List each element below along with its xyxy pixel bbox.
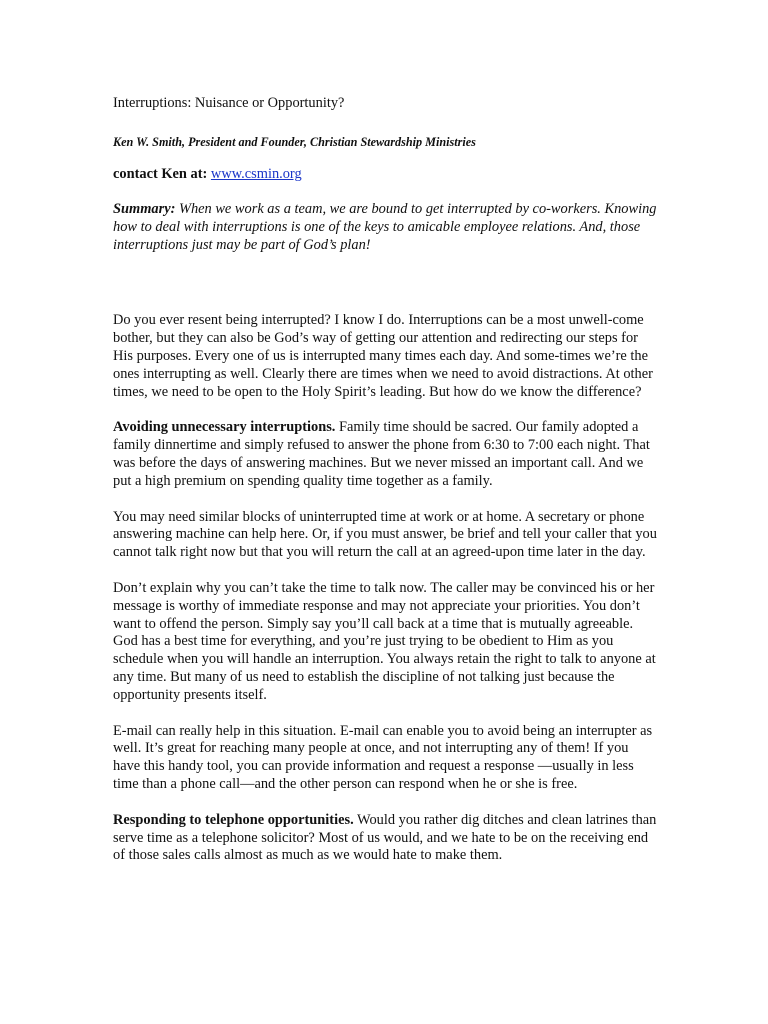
- author-byline: Ken W. Smith, President and Founder, Christian Stewardship Ministries: [113, 135, 476, 149]
- summary-lead: Summary:: [113, 201, 176, 217]
- contact-line: [113, 165, 658, 183]
- paragraph-lead: Responding to telephone opportunities.: [113, 811, 354, 828]
- paragraph-lead: Avoiding unnecessary interruptions.: [113, 419, 336, 436]
- paragraph-text: Don’t explain why you can’t take the time to talk now. The caller may be convinced his or her message is worthy of immediate response and may not appreciate your priorities. You don’t want to offend the person. Simply say you’ll call back at a time that is mutually agreeable. God has a best time for everything, and you’re just trying to be obedient to Him as you schedule when you will handle an interruption. You always retain the right to talk to anyone at any time. But many of us need to establish the discipline of not talking just because the opportunity presents itself.: [113, 579, 656, 703]
- contact-label: contact Ken at:: [113, 166, 211, 182]
- body-paragraph-1: [113, 312, 658, 401]
- body-paragraph-6: [113, 812, 658, 865]
- body-paragraph-5: [113, 723, 658, 794]
- paragraph-text: E-mail can really help in this situation. E-mail can enable you to avoid being an interrupter as well. It’s great for reaching many people at once, and not interrupting any of them! If you have this handy tool, you can provide information and request a response —usually in less time than a phone call—and the other person can respond when he or she is free.: [113, 722, 653, 792]
- paragraph-text: You may need similar blocks of uninterrupted time at work or at home. A secretary or phone answering machine can help here. Or, if you must answer, be brief and tell your caller that you cannot talk right now but that you will return the call at an agreed-upon time later in the day.: [113, 508, 657, 561]
- paragraph-text: Would you rather dig ditches and clean latrines than serve time as a telephone solicitor? Most of us would, and we hate to be on the receiving end of those sales calls almost as much as we would hate to make them.: [113, 811, 657, 864]
- document-page: [113, 94, 658, 865]
- summary-text: When we work as a team, we are bound to get interrupted by co-workers. Knowing how to deal with interruptions is one of the keys to amicable employee relations. And, those interruptions just may be part of God’s plan!: [113, 201, 657, 253]
- body-paragraph-4: [113, 580, 658, 705]
- contact-link[interactable]: www.csmin.org: [210, 166, 302, 182]
- paragraph-text: Do you ever resent being interrupted? I know I do. Interruptions can be a most unwell-come bother, but they can also be God’s way of getting our attention and redirecting our steps for His purposes. Every one of us is interrupted many times each day. And some-times we’re the ones interrupting as well. Clearly there are times when we need to avoid distractions. At other times, we need to be open to the Holy Spirit’s leading. But how do we know the difference?: [113, 312, 653, 400]
- document-title: Interruptions: Nuisance or Opportunity?: [113, 95, 345, 111]
- summary-paragraph: [113, 201, 658, 254]
- body-paragraph-2: [113, 419, 658, 490]
- paragraph-text: Family time should be sacred. Our family adopted a family dinnertime and simply refused to answer the phone from 6:30 to 7:00 each night. That was before the days of answering machines. But we never missed an important call. And we put a high premium on spending quality time together as a family.: [113, 419, 650, 489]
- body-paragraph-3: [113, 509, 658, 562]
